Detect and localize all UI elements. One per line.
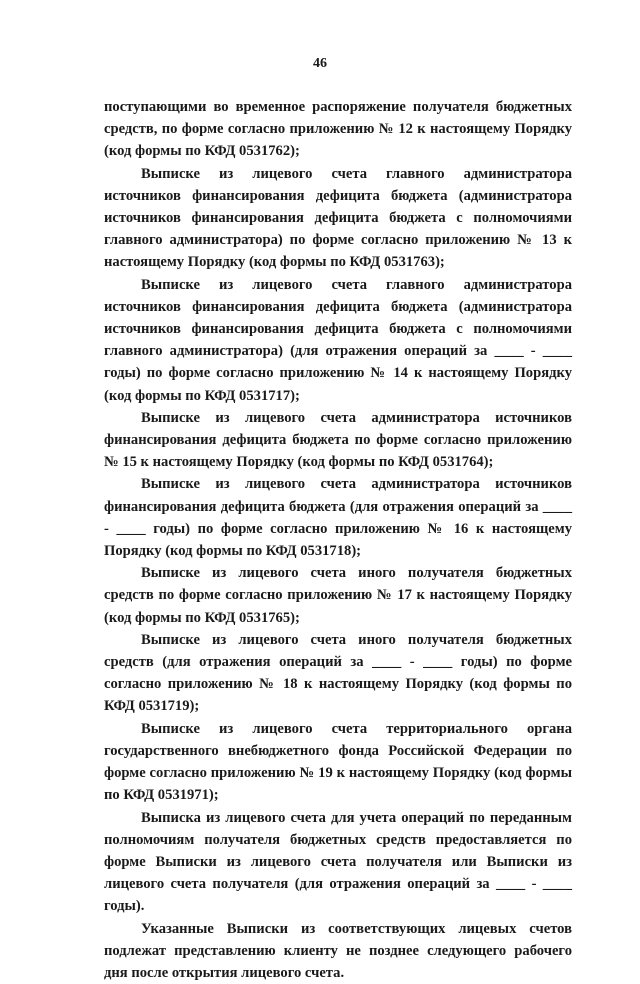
paragraph: Выписке из лицевого счета администратора источников финансирования дефицита бюджета по форме согласно приложению № 15 к настоящему Порядку (код формы по КФД 0531764); bbox=[104, 409, 572, 471]
paragraph: Выписка из лицевого счета для учета операций по переданным полномочиям получателя бюджетных средств предоставляется по форме Выписки из лицевого счета получателя или Выписки из лицевого счета получателя (для отражения операций за ____ - ____ годы). bbox=[104, 809, 572, 915]
paragraph: Выписке из лицевого счета главного администратора источников финансирования дефицита бюджета (администратора источников финансирования дефицита бюджета с полномочиями главного администратора) (для отражения операций за ____ - ____ годы) по форме согласно приложению № 14 к настоящему Порядку (код формы по КФД 0531717); bbox=[104, 276, 572, 404]
paragraph: Выписке из лицевого счета иного получателя бюджетных средств по форме согласно приложению № 17 к настоящему Порядку (код формы по КФД 0531765); bbox=[104, 565, 572, 626]
paragraph: Выписке из лицевого счета главного администратора источников финансирования дефицита бюджета (администратора источников финансирования дефицита бюджета с полномочиями главного администратора) по форме согласно приложению № 13 к настоящему Порядку (код формы по КФД 0531763); bbox=[104, 165, 572, 271]
paragraph: поступающими во временное распоряжение получателя бюджетных средств, по форме согласно приложению № 12 к настоящему Порядку (код формы по КФД 0531762); bbox=[104, 99, 572, 160]
paragraph: Выписке из лицевого счета администратора источников финансирования дефицита бюджета (для отражения операций за ____ - ____ годы) по форме согласно приложению № 16 к настоящему Порядку (код формы по КФД 0531718); bbox=[104, 476, 572, 560]
paragraph: Указанные Выписки из соответствующих лицевых счетов подлежат представлению клиенту не позднее следующего рабочего дня после открытия лицевого счета. bbox=[104, 920, 572, 981]
document-body bbox=[104, 96, 572, 984]
page-number: 46 bbox=[313, 56, 327, 71]
paragraph: Выписке из лицевого счета иного получателя бюджетных средств (для отражения операций за ____ - ____ годы) по форме согласно приложению № 18 к настоящему Порядку (код формы по КФД 0531719); bbox=[104, 631, 572, 715]
paragraph: Выписке из лицевого счета территориального органа государственного внебюджетного фонда Российской Федерации по форме согласно приложению № 19 к настоящему Порядку (код формы по КФД 0531971); bbox=[104, 720, 572, 804]
